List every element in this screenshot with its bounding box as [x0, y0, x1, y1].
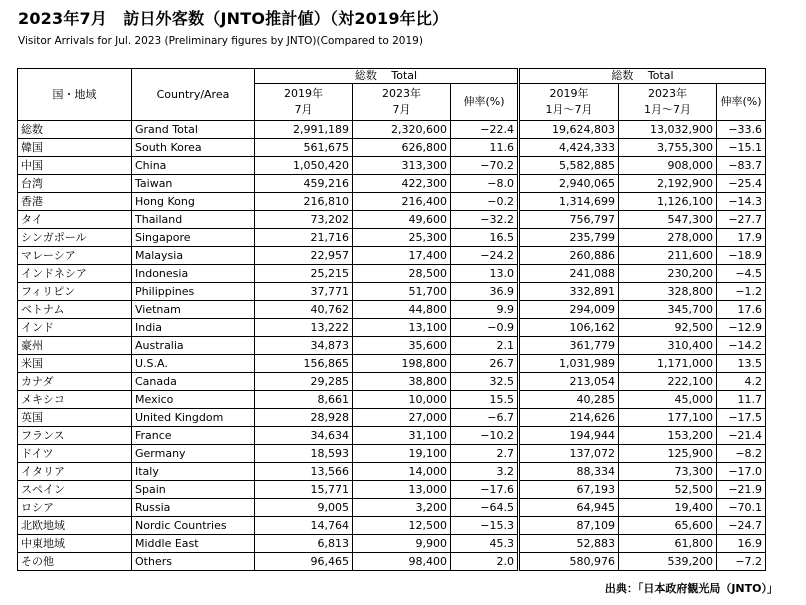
cell-2023-ytd: 547,300	[619, 211, 717, 229]
header-2019-jul	[255, 84, 353, 121]
cell-growth-ytd: 17.9	[717, 229, 766, 247]
cell-2019-jul: 156,865	[255, 355, 353, 373]
cell-growth-ytd: 16.9	[717, 535, 766, 553]
cell-country-en: Mexico	[132, 391, 255, 409]
table-row	[18, 283, 766, 301]
cell-2019-ytd: 241,088	[519, 265, 619, 283]
cell-2019-jul: 561,675	[255, 139, 353, 157]
cell-growth: −15.3	[451, 517, 519, 535]
header-2019-ytd-range: 1月～7月	[545, 103, 593, 116]
cell-2019-jul: 40,762	[255, 301, 353, 319]
cell-2023-jul: 3,200	[353, 499, 451, 517]
page-title: 2023年7月 訪日外客数（JNTO推計値）（対2019年比）	[18, 9, 449, 28]
cell-2019-ytd: 106,162	[519, 319, 619, 337]
cell-2019-jul: 34,873	[255, 337, 353, 355]
cell-2023-jul: 25,300	[353, 229, 451, 247]
cell-country-jp: ドイツ	[18, 445, 132, 463]
cell-growth: 13.0	[451, 265, 519, 283]
cell-2023-jul: 17,400	[353, 247, 451, 265]
cell-growth-ytd: −21.4	[717, 427, 766, 445]
cell-2023-jul: 422,300	[353, 175, 451, 193]
cell-2023-ytd: 153,200	[619, 427, 717, 445]
cell-country-jp: 英国	[18, 409, 132, 427]
cell-growth: −6.7	[451, 409, 519, 427]
cell-2019-jul: 29,285	[255, 373, 353, 391]
table-row	[18, 175, 766, 193]
cell-2023-jul: 2,320,600	[353, 121, 451, 139]
cell-2023-jul: 27,000	[353, 409, 451, 427]
cell-country-en: Others	[132, 553, 255, 571]
cell-country-en: India	[132, 319, 255, 337]
cell-2019-jul: 1,050,420	[255, 157, 353, 175]
cell-growth: 2.1	[451, 337, 519, 355]
header-2019-jul-year: 2019年	[284, 87, 323, 100]
cell-2019-jul: 25,215	[255, 265, 353, 283]
table-row	[18, 265, 766, 283]
source-note: 出典：「日本政府観光局（JNTO）」	[604, 582, 778, 595]
table-row	[18, 409, 766, 427]
cell-2019-jul: 14,764	[255, 517, 353, 535]
cell-country-jp: 中国	[18, 157, 132, 175]
table-row	[18, 517, 766, 535]
cell-2023-jul: 13,100	[353, 319, 451, 337]
cell-country-jp: イタリア	[18, 463, 132, 481]
cell-2019-jul: 28,928	[255, 409, 353, 427]
cell-country-en: Taiwan	[132, 175, 255, 193]
cell-growth-ytd: −33.6	[717, 121, 766, 139]
header-total-monthly: 総数 Total	[255, 69, 519, 84]
cell-country-en: Vietnam	[132, 301, 255, 319]
cell-country-en: Germany	[132, 445, 255, 463]
cell-country-jp: 北欧地域	[18, 517, 132, 535]
cell-2019-ytd: 87,109	[519, 517, 619, 535]
cell-growth-ytd: −14.2	[717, 337, 766, 355]
cell-2023-ytd: 908,000	[619, 157, 717, 175]
cell-country-jp: カナダ	[18, 373, 132, 391]
header-2023-jul-year: 2023年	[382, 87, 421, 100]
cell-growth-ytd: −1.2	[717, 283, 766, 301]
table-row	[18, 247, 766, 265]
header-2019-ytd	[519, 84, 619, 121]
cell-2019-ytd: 52,883	[519, 535, 619, 553]
cell-growth: −0.2	[451, 193, 519, 211]
cell-2019-jul: 37,771	[255, 283, 353, 301]
cell-2023-jul: 10,000	[353, 391, 451, 409]
table-row	[18, 553, 766, 571]
cell-2019-jul: 73,202	[255, 211, 353, 229]
cell-growth: 36.9	[451, 283, 519, 301]
cell-country-en: Singapore	[132, 229, 255, 247]
cell-2019-ytd: 2,940,065	[519, 175, 619, 193]
cell-country-en: Indonesia	[132, 265, 255, 283]
cell-2023-ytd: 13,032,900	[619, 121, 717, 139]
cell-2019-ytd: 67,193	[519, 481, 619, 499]
cell-2023-jul: 626,800	[353, 139, 451, 157]
cell-2023-jul: 38,800	[353, 373, 451, 391]
cell-country-jp: メキシコ	[18, 391, 132, 409]
cell-growth-ytd: −70.1	[717, 499, 766, 517]
cell-2019-jul: 216,810	[255, 193, 353, 211]
header-2023-ytd-range: 1月～7月	[644, 103, 692, 116]
table-row	[18, 121, 766, 139]
cell-2023-ytd: 177,100	[619, 409, 717, 427]
cell-country-en: Spain	[132, 481, 255, 499]
cell-country-en: Australia	[132, 337, 255, 355]
cell-country-en: Philippines	[132, 283, 255, 301]
cell-growth: 26.7	[451, 355, 519, 373]
cell-2023-ytd: 65,600	[619, 517, 717, 535]
header-growth-ytd: 伸率(%)	[717, 84, 766, 121]
cell-country-en: Thailand	[132, 211, 255, 229]
table-row	[18, 373, 766, 391]
cell-growth-ytd: −18.9	[717, 247, 766, 265]
cell-country-jp: シンガポール	[18, 229, 132, 247]
cell-growth: −17.6	[451, 481, 519, 499]
cell-growth-ytd: −27.7	[717, 211, 766, 229]
cell-2023-ytd: 278,000	[619, 229, 717, 247]
cell-2023-jul: 98,400	[353, 553, 451, 571]
cell-country-en: U.S.A.	[132, 355, 255, 373]
cell-2023-ytd: 2,192,900	[619, 175, 717, 193]
cell-growth-ytd: 4.2	[717, 373, 766, 391]
cell-growth: −10.2	[451, 427, 519, 445]
cell-2023-ytd: 222,100	[619, 373, 717, 391]
cell-2019-jul: 18,593	[255, 445, 353, 463]
cell-country-en: France	[132, 427, 255, 445]
cell-growth: −64.5	[451, 499, 519, 517]
cell-growth: 2.0	[451, 553, 519, 571]
cell-country-jp: インド	[18, 319, 132, 337]
table-row	[18, 211, 766, 229]
cell-growth: −22.4	[451, 121, 519, 139]
cell-2019-jul: 8,661	[255, 391, 353, 409]
header-2023-jul	[353, 84, 451, 121]
cell-country-en: Malaysia	[132, 247, 255, 265]
cell-country-jp: 総数	[18, 121, 132, 139]
cell-2019-ytd: 64,945	[519, 499, 619, 517]
cell-growth: −24.2	[451, 247, 519, 265]
cell-2019-ytd: 580,976	[519, 553, 619, 571]
cell-2019-jul: 15,771	[255, 481, 353, 499]
cell-growth: 11.6	[451, 139, 519, 157]
cell-country-jp: 米国	[18, 355, 132, 373]
table-row	[18, 337, 766, 355]
table-row	[18, 355, 766, 373]
cell-2023-ytd: 45,000	[619, 391, 717, 409]
cell-2019-ytd: 294,009	[519, 301, 619, 319]
cell-country-jp: マレーシア	[18, 247, 132, 265]
cell-country-jp: ベトナム	[18, 301, 132, 319]
cell-2019-jul: 459,216	[255, 175, 353, 193]
header-2019-ytd-year: 2019年	[549, 87, 589, 100]
cell-country-jp: ロシア	[18, 499, 132, 517]
cell-2019-ytd: 260,886	[519, 247, 619, 265]
header-growth: 伸率(%)	[451, 84, 519, 121]
cell-growth: −70.2	[451, 157, 519, 175]
cell-2019-jul: 96,465	[255, 553, 353, 571]
cell-country-en: China	[132, 157, 255, 175]
cell-growth-ytd: −24.7	[717, 517, 766, 535]
cell-2023-jul: 49,600	[353, 211, 451, 229]
cell-country-en: Grand Total	[132, 121, 255, 139]
cell-country-jp: その他	[18, 553, 132, 571]
cell-2019-ytd: 1,314,699	[519, 193, 619, 211]
cell-country-en: South Korea	[132, 139, 255, 157]
cell-2023-ytd: 19,400	[619, 499, 717, 517]
table-row	[18, 229, 766, 247]
header-2019-jul-month: 7月	[294, 103, 313, 116]
cell-growth: 15.5	[451, 391, 519, 409]
cell-country-jp: タイ	[18, 211, 132, 229]
cell-growth: 32.5	[451, 373, 519, 391]
cell-2023-ytd: 1,126,100	[619, 193, 717, 211]
cell-2019-ytd: 756,797	[519, 211, 619, 229]
header-2023-ytd	[619, 84, 717, 121]
cell-country-en: United Kingdom	[132, 409, 255, 427]
cell-2019-ytd: 213,054	[519, 373, 619, 391]
header-country-jp: 国・地域	[18, 69, 132, 121]
table-row	[18, 157, 766, 175]
header-total-ytd: 総数 Total	[519, 69, 766, 84]
header-country-en: Country/Area	[132, 69, 255, 121]
cell-country-jp: 韓国	[18, 139, 132, 157]
cell-growth-ytd: 11.7	[717, 391, 766, 409]
cell-2019-ytd: 40,285	[519, 391, 619, 409]
cell-2023-ytd: 211,600	[619, 247, 717, 265]
page-subtitle: Visitor Arrivals for Jul. 2023 (Preliminary figures by JNTO)(Compared to 2019)	[18, 35, 423, 47]
cell-2019-ytd: 5,582,885	[519, 157, 619, 175]
table-row	[18, 499, 766, 517]
cell-2019-jul: 13,222	[255, 319, 353, 337]
cell-2023-jul: 31,100	[353, 427, 451, 445]
cell-2023-jul: 13,000	[353, 481, 451, 499]
cell-growth: 9.9	[451, 301, 519, 319]
cell-growth-ytd: −15.1	[717, 139, 766, 157]
cell-growth-ytd: −4.5	[717, 265, 766, 283]
cell-growth-ytd: −17.5	[717, 409, 766, 427]
cell-country-jp: インドネシア	[18, 265, 132, 283]
cell-2023-ytd: 52,500	[619, 481, 717, 499]
cell-2019-jul: 21,716	[255, 229, 353, 247]
cell-2023-ytd: 125,900	[619, 445, 717, 463]
header-2023-ytd-year: 2023年	[648, 87, 688, 100]
cell-2019-ytd: 137,072	[519, 445, 619, 463]
cell-2023-jul: 313,300	[353, 157, 451, 175]
cell-2023-jul: 19,100	[353, 445, 451, 463]
cell-2023-ytd: 61,800	[619, 535, 717, 553]
table-row	[18, 139, 766, 157]
cell-2019-ytd: 332,891	[519, 283, 619, 301]
cell-growth-ytd: −7.2	[717, 553, 766, 571]
cell-2023-jul: 28,500	[353, 265, 451, 283]
cell-growth-ytd: 17.6	[717, 301, 766, 319]
cell-2019-ytd: 235,799	[519, 229, 619, 247]
table-row	[18, 445, 766, 463]
visitor-arrivals-table	[17, 68, 766, 571]
cell-growth-ytd: −17.0	[717, 463, 766, 481]
cell-2019-jul: 6,813	[255, 535, 353, 553]
cell-2023-ytd: 230,200	[619, 265, 717, 283]
cell-2023-jul: 198,800	[353, 355, 451, 373]
cell-country-jp: フィリピン	[18, 283, 132, 301]
cell-growth: −0.9	[451, 319, 519, 337]
cell-country-en: Hong Kong	[132, 193, 255, 211]
cell-2023-ytd: 328,800	[619, 283, 717, 301]
table-row	[18, 301, 766, 319]
table-body	[18, 121, 766, 571]
cell-2023-ytd: 1,171,000	[619, 355, 717, 373]
header-2023-jul-month: 7月	[392, 103, 411, 116]
cell-2019-jul: 13,566	[255, 463, 353, 481]
cell-2023-ytd: 73,300	[619, 463, 717, 481]
cell-2019-ytd: 1,031,989	[519, 355, 619, 373]
cell-2019-ytd: 19,624,803	[519, 121, 619, 139]
cell-country-en: Italy	[132, 463, 255, 481]
cell-2023-jul: 51,700	[353, 283, 451, 301]
cell-2023-jul: 44,800	[353, 301, 451, 319]
table-row	[18, 481, 766, 499]
cell-growth-ytd: −25.4	[717, 175, 766, 193]
cell-2023-jul: 9,900	[353, 535, 451, 553]
cell-growth-ytd: −8.2	[717, 445, 766, 463]
cell-2023-ytd: 92,500	[619, 319, 717, 337]
table-row	[18, 319, 766, 337]
cell-growth-ytd: −14.3	[717, 193, 766, 211]
cell-2019-jul: 9,005	[255, 499, 353, 517]
cell-2019-ytd: 361,779	[519, 337, 619, 355]
cell-2019-ytd: 194,944	[519, 427, 619, 445]
table-row	[18, 193, 766, 211]
cell-country-jp: 中東地域	[18, 535, 132, 553]
cell-2023-ytd: 3,755,300	[619, 139, 717, 157]
table-row	[18, 463, 766, 481]
cell-country-en: Middle East	[132, 535, 255, 553]
cell-2023-jul: 14,000	[353, 463, 451, 481]
cell-2023-ytd: 345,700	[619, 301, 717, 319]
cell-2019-jul: 2,991,189	[255, 121, 353, 139]
cell-2023-ytd: 310,400	[619, 337, 717, 355]
table-row	[18, 391, 766, 409]
cell-growth-ytd: −83.7	[717, 157, 766, 175]
cell-2019-ytd: 4,424,333	[519, 139, 619, 157]
cell-country-jp: 台湾	[18, 175, 132, 193]
cell-country-en: Russia	[132, 499, 255, 517]
cell-growth-ytd: −21.9	[717, 481, 766, 499]
cell-2023-ytd: 539,200	[619, 553, 717, 571]
cell-growth: −32.2	[451, 211, 519, 229]
cell-2019-jul: 34,634	[255, 427, 353, 445]
cell-growth-ytd: 13.5	[717, 355, 766, 373]
cell-growth: −8.0	[451, 175, 519, 193]
cell-country-jp: 香港	[18, 193, 132, 211]
cell-growth: 45.3	[451, 535, 519, 553]
cell-growth: 2.7	[451, 445, 519, 463]
cell-country-jp: フランス	[18, 427, 132, 445]
table-row	[18, 535, 766, 553]
cell-2019-ytd: 88,334	[519, 463, 619, 481]
cell-2023-jul: 216,400	[353, 193, 451, 211]
cell-country-jp: 豪州	[18, 337, 132, 355]
cell-growth: 16.5	[451, 229, 519, 247]
cell-2023-jul: 12,500	[353, 517, 451, 535]
cell-growth: 3.2	[451, 463, 519, 481]
cell-2019-jul: 22,957	[255, 247, 353, 265]
cell-growth-ytd: −12.9	[717, 319, 766, 337]
cell-country-jp: スペイン	[18, 481, 132, 499]
cell-2019-ytd: 214,626	[519, 409, 619, 427]
table-row	[18, 427, 766, 445]
cell-country-en: Nordic Countries	[132, 517, 255, 535]
cell-2023-jul: 35,600	[353, 337, 451, 355]
cell-country-en: Canada	[132, 373, 255, 391]
